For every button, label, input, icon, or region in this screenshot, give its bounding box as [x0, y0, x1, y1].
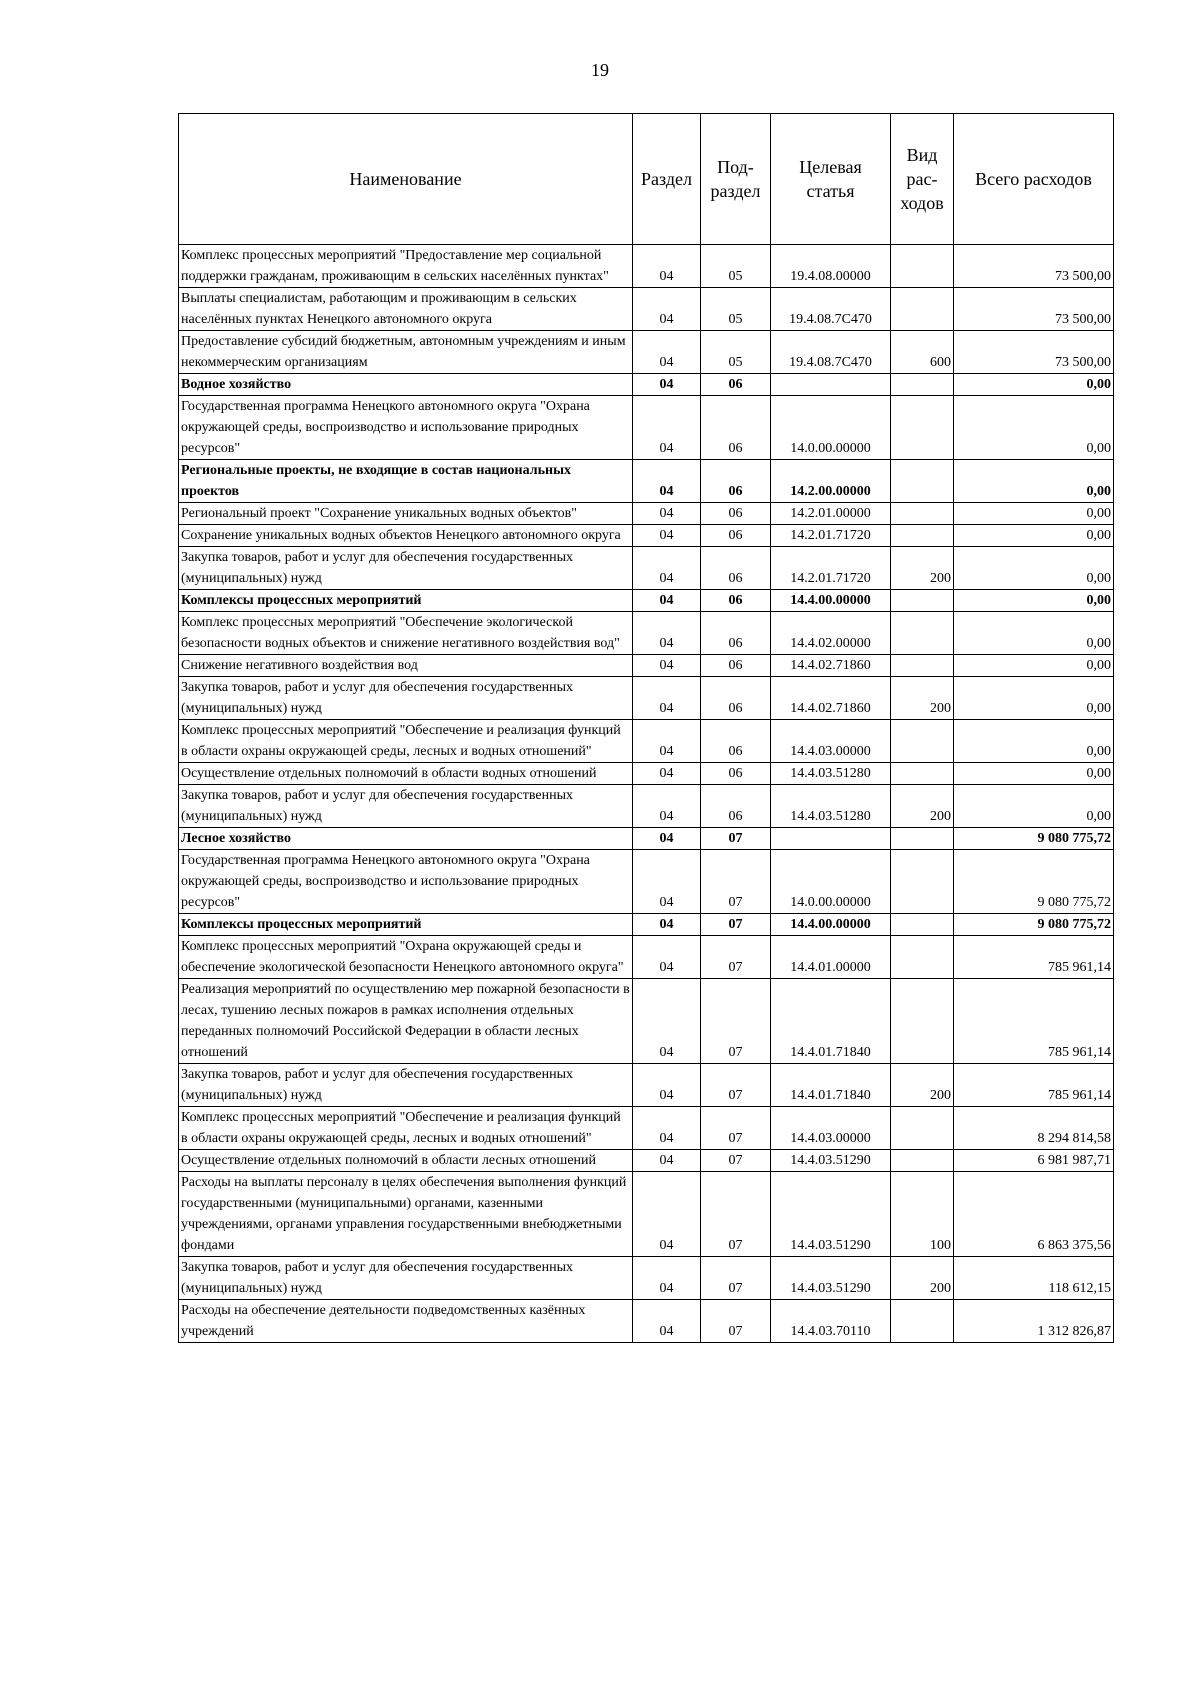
- row-subsection: 06: [701, 374, 771, 396]
- table-row: [179, 503, 1114, 525]
- row-target: 14.4.03.70110: [771, 1300, 891, 1343]
- row-total: 0,00: [954, 396, 1114, 460]
- row-total: 1 312 826,87: [954, 1300, 1114, 1343]
- row-name: Комплекс процессных мероприятий "Обеспечение и реализация функций в области охраны окружающей среды, лесных и водных отношений": [179, 1107, 633, 1150]
- row-target: 19.4.08.7С470: [771, 331, 891, 374]
- row-total: 0,00: [954, 677, 1114, 720]
- row-total: 9 080 775,72: [954, 850, 1114, 914]
- row-subsection: 06: [701, 677, 771, 720]
- row-section: 04: [633, 1172, 701, 1257]
- row-subsection: 06: [701, 525, 771, 547]
- table-row: [179, 612, 1114, 655]
- table-row: [179, 914, 1114, 936]
- row-name: Государственная программа Ненецкого автономного округа "Охрана окружающей среды, воспроизводство и использование природных ресурсов": [179, 850, 633, 914]
- row-name: Закупка товаров, работ и услуг для обеспечения государственных (муниципальных) нужд: [179, 547, 633, 590]
- table-row: [179, 1064, 1114, 1107]
- row-target: 14.0.00.00000: [771, 850, 891, 914]
- row-subsection: 07: [701, 936, 771, 979]
- row-name: Реализация мероприятий по осуществлению мер пожарной безопасности в лесах, тушению лесных пожаров в рамках исполнения отдельных переданных полномочий Российской Федерации в области лесных отношений: [179, 979, 633, 1064]
- row-section: 04: [633, 785, 701, 828]
- table-row: [179, 1107, 1114, 1150]
- row-target: 14.4.03.51290: [771, 1150, 891, 1172]
- table-row: [179, 1300, 1114, 1343]
- table-row: [179, 763, 1114, 785]
- header-name: [179, 114, 633, 245]
- row-name: Предоставление субсидий бюджетным, автономным учреждениям и иным некоммерческим организациям: [179, 331, 633, 374]
- row-kind: [891, 612, 954, 655]
- row-section: 04: [633, 763, 701, 785]
- row-name: Закупка товаров, работ и услуг для обеспечения государственных (муниципальных) нужд: [179, 1257, 633, 1300]
- row-target: 14.4.02.00000: [771, 612, 891, 655]
- row-target: 14.4.02.71860: [771, 655, 891, 677]
- row-target: 14.2.01.00000: [771, 503, 891, 525]
- row-name: Осуществление отдельных полномочий в области лесных отношений: [179, 1150, 633, 1172]
- row-section: 04: [633, 936, 701, 979]
- row-target: 14.4.01.00000: [771, 936, 891, 979]
- row-total: 0,00: [954, 374, 1114, 396]
- header-kind-label: Вид рас- ходов: [900, 145, 944, 213]
- page-number: 19: [591, 60, 609, 80]
- row-kind: [891, 288, 954, 331]
- row-target: 19.4.08.00000: [771, 245, 891, 288]
- row-section: 04: [633, 677, 701, 720]
- table-row: [179, 979, 1114, 1064]
- row-name: Комплекс процессных мероприятий "Охрана окружающей среды и обеспечение экологической безопасности Ненецкого автономного округа": [179, 936, 633, 979]
- row-target: 14.4.00.00000: [771, 590, 891, 612]
- row-total: 785 961,14: [954, 936, 1114, 979]
- row-section: 04: [633, 979, 701, 1064]
- row-kind: [891, 914, 954, 936]
- row-target: 19.4.08.7С470: [771, 288, 891, 331]
- header-section: [633, 114, 701, 245]
- row-total: 0,00: [954, 785, 1114, 828]
- row-section: 04: [633, 331, 701, 374]
- row-kind: 200: [891, 1257, 954, 1300]
- row-total: 0,00: [954, 525, 1114, 547]
- row-section: 04: [633, 547, 701, 590]
- row-name: Комплексы процессных мероприятий: [179, 914, 633, 936]
- row-subsection: 06: [701, 785, 771, 828]
- row-section: 04: [633, 1064, 701, 1107]
- row-subsection: 06: [701, 763, 771, 785]
- row-total: 73 500,00: [954, 288, 1114, 331]
- row-name: Комплекс процессных мероприятий "Обеспечение экологической безопасности водных объектов и снижение негативного воздействия вод": [179, 612, 633, 655]
- row-total: 0,00: [954, 590, 1114, 612]
- row-section: 04: [633, 1150, 701, 1172]
- row-subsection: 05: [701, 288, 771, 331]
- row-target: 14.4.03.51290: [771, 1257, 891, 1300]
- row-subsection: 07: [701, 1064, 771, 1107]
- row-target: 14.2.01.71720: [771, 547, 891, 590]
- row-subsection: 06: [701, 460, 771, 503]
- row-name: Водное хозяйство: [179, 374, 633, 396]
- row-target: 14.4.00.00000: [771, 914, 891, 936]
- table-row: [179, 590, 1114, 612]
- row-section: 04: [633, 612, 701, 655]
- row-target: 14.4.02.71860: [771, 677, 891, 720]
- row-section: 04: [633, 288, 701, 331]
- table-row: [179, 245, 1114, 288]
- row-section: 04: [633, 655, 701, 677]
- row-name: Расходы на выплаты персоналу в целях обеспечения выполнения функций государственными (муниципальными) органами, казенными учреждениями, органами управления государственными внебюджетными фондами: [179, 1172, 633, 1257]
- table-row: [179, 288, 1114, 331]
- row-subsection: 06: [701, 590, 771, 612]
- row-total: 6 863 375,56: [954, 1172, 1114, 1257]
- row-target: 14.4.01.71840: [771, 1064, 891, 1107]
- row-subsection: 07: [701, 1107, 771, 1150]
- row-total: 0,00: [954, 655, 1114, 677]
- row-section: 04: [633, 1107, 701, 1150]
- row-kind: [891, 503, 954, 525]
- table-row: [179, 828, 1114, 850]
- row-name: Региональный проект "Сохранение уникальных водных объектов": [179, 503, 633, 525]
- header-subsection: [701, 114, 771, 245]
- row-section: 04: [633, 245, 701, 288]
- row-subsection: 07: [701, 1257, 771, 1300]
- table-row: [179, 655, 1114, 677]
- table-row: [179, 677, 1114, 720]
- row-subsection: 06: [701, 720, 771, 763]
- row-subsection: 05: [701, 245, 771, 288]
- budget-table: [178, 113, 1114, 1343]
- row-target: 14.4.03.51280: [771, 763, 891, 785]
- row-total: 73 500,00: [954, 245, 1114, 288]
- row-section: 04: [633, 1300, 701, 1343]
- row-target: 14.2.00.00000: [771, 460, 891, 503]
- row-kind: 200: [891, 785, 954, 828]
- row-section: 04: [633, 828, 701, 850]
- table-row: [179, 396, 1114, 460]
- row-kind: [891, 979, 954, 1064]
- header-kind: [891, 114, 954, 245]
- row-target: 14.4.03.00000: [771, 1107, 891, 1150]
- row-total: 785 961,14: [954, 1064, 1114, 1107]
- row-subsection: 06: [701, 547, 771, 590]
- row-subsection: 06: [701, 503, 771, 525]
- header-name-label: Наименование: [349, 169, 462, 189]
- row-kind: [891, 720, 954, 763]
- table-row: [179, 547, 1114, 590]
- row-section: 04: [633, 850, 701, 914]
- row-section: 04: [633, 374, 701, 396]
- row-section: 04: [633, 1257, 701, 1300]
- row-section: 04: [633, 590, 701, 612]
- row-kind: 200: [891, 1064, 954, 1107]
- table-row: [179, 936, 1114, 979]
- row-name: Расходы на обеспечение деятельности подведомственных казённых учреждений: [179, 1300, 633, 1343]
- row-section: 04: [633, 914, 701, 936]
- row-kind: [891, 396, 954, 460]
- header-target: [771, 114, 891, 245]
- row-subsection: 07: [701, 1150, 771, 1172]
- row-kind: [891, 374, 954, 396]
- header-subsection-label: Под- раздел: [710, 157, 761, 201]
- row-name: Комплексы процессных мероприятий: [179, 590, 633, 612]
- row-total: 118 612,15: [954, 1257, 1114, 1300]
- row-section: 04: [633, 460, 701, 503]
- row-target: [771, 374, 891, 396]
- row-target: 14.4.03.51290: [771, 1172, 891, 1257]
- row-subsection: 07: [701, 828, 771, 850]
- row-subsection: 06: [701, 655, 771, 677]
- row-subsection: 07: [701, 1172, 771, 1257]
- table-row: [179, 850, 1114, 914]
- row-kind: [891, 460, 954, 503]
- row-total: 0,00: [954, 460, 1114, 503]
- row-total: 9 080 775,72: [954, 914, 1114, 936]
- row-kind: [891, 525, 954, 547]
- table-row: [179, 525, 1114, 547]
- row-name: Государственная программа Ненецкого автономного округа "Охрана окружающей среды, воспроизводство и использование природных ресурсов": [179, 396, 633, 460]
- row-target: 14.4.03.51280: [771, 785, 891, 828]
- row-kind: [891, 245, 954, 288]
- row-name: Региональные проекты, не входящие в состав национальных проектов: [179, 460, 633, 503]
- row-name: Закупка товаров, работ и услуг для обеспечения государственных (муниципальных) нужд: [179, 785, 633, 828]
- row-name: Закупка товаров, работ и услуг для обеспечения государственных (муниципальных) нужд: [179, 1064, 633, 1107]
- table-body: [179, 245, 1114, 1343]
- row-target: [771, 828, 891, 850]
- row-kind: [891, 763, 954, 785]
- row-kind: [891, 1300, 954, 1343]
- header-total: [954, 114, 1114, 245]
- row-kind: 200: [891, 547, 954, 590]
- table-row: [179, 331, 1114, 374]
- table-row: [179, 1172, 1114, 1257]
- row-kind: [891, 850, 954, 914]
- row-name: Выплаты специалистам, работающим и проживающим в сельских населённых пунктах Ненецкого автономного округа: [179, 288, 633, 331]
- row-subsection: 07: [701, 1300, 771, 1343]
- row-name: Комплекс процессных мероприятий "Предоставление мер социальной поддержки гражданам, проживающим в сельских населённых пунктах": [179, 245, 633, 288]
- row-kind: 600: [891, 331, 954, 374]
- row-section: 04: [633, 525, 701, 547]
- row-total: 785 961,14: [954, 979, 1114, 1064]
- row-total: 0,00: [954, 503, 1114, 525]
- table-row: [179, 374, 1114, 396]
- table-row: [179, 460, 1114, 503]
- row-target: 14.4.03.00000: [771, 720, 891, 763]
- row-total: 9 080 775,72: [954, 828, 1114, 850]
- row-total: 6 981 987,71: [954, 1150, 1114, 1172]
- header-target-label: Целевая статья: [799, 157, 862, 201]
- row-total: 0,00: [954, 720, 1114, 763]
- row-kind: [891, 828, 954, 850]
- row-subsection: 07: [701, 914, 771, 936]
- row-target: 14.4.01.71840: [771, 979, 891, 1064]
- row-name: Снижение негативного воздействия вод: [179, 655, 633, 677]
- row-name: Сохранение уникальных водных объектов Ненецкого автономного округа: [179, 525, 633, 547]
- row-total: 73 500,00: [954, 331, 1114, 374]
- table-row: [179, 1257, 1114, 1300]
- row-section: 04: [633, 503, 701, 525]
- row-total: 8 294 814,58: [954, 1107, 1114, 1150]
- row-kind: [891, 655, 954, 677]
- table-row: [179, 720, 1114, 763]
- row-target: 14.2.01.71720: [771, 525, 891, 547]
- row-subsection: 07: [701, 850, 771, 914]
- row-total: 0,00: [954, 763, 1114, 785]
- row-kind: [891, 1150, 954, 1172]
- row-name: Лесное хозяйство: [179, 828, 633, 850]
- row-section: 04: [633, 720, 701, 763]
- header-section-label: Раздел: [641, 169, 692, 189]
- row-total: 0,00: [954, 547, 1114, 590]
- row-kind: 200: [891, 677, 954, 720]
- row-section: 04: [633, 396, 701, 460]
- row-kind: [891, 1107, 954, 1150]
- row-subsection: 05: [701, 331, 771, 374]
- row-subsection: 07: [701, 979, 771, 1064]
- row-subsection: 06: [701, 396, 771, 460]
- row-total: 0,00: [954, 612, 1114, 655]
- table-row: [179, 1150, 1114, 1172]
- row-target: 14.0.00.00000: [771, 396, 891, 460]
- table-header-row: [179, 114, 1114, 245]
- row-name: Осуществление отдельных полномочий в области водных отношений: [179, 763, 633, 785]
- row-kind: [891, 936, 954, 979]
- row-subsection: 06: [701, 612, 771, 655]
- row-name: Закупка товаров, работ и услуг для обеспечения государственных (муниципальных) нужд: [179, 677, 633, 720]
- header-total-label: Всего расходов: [975, 169, 1092, 189]
- row-name: Комплекс процессных мероприятий "Обеспечение и реализация функций в области охраны окружающей среды, лесных и водных отношений": [179, 720, 633, 763]
- row-kind: [891, 590, 954, 612]
- row-kind: 100: [891, 1172, 954, 1257]
- table-row: [179, 785, 1114, 828]
